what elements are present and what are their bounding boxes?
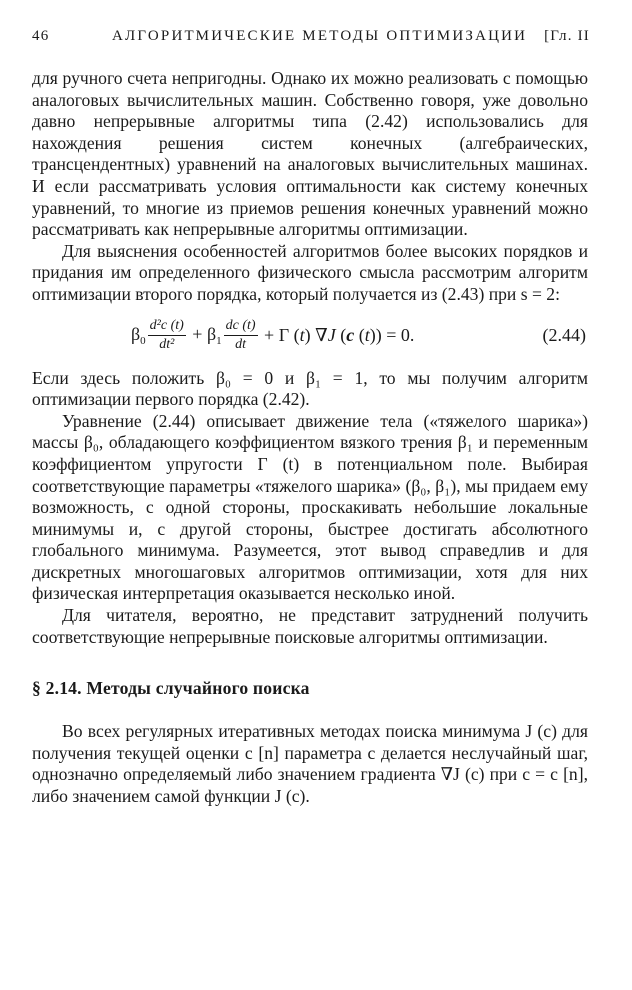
section-heading: § 2.14. Методы случайного поиска — [32, 678, 310, 699]
paragraph-continuation: для ручного счета непригодны. Однако их можно реализовать с помощью аналоговых вычислительных машин. Собственно говоря, уже довольно давно непрерывные алгоритмы типа (2.42) использовались для нахождения решения систем конечных (алгебраических, трансцендентных) уравнений на аналоговых вычислительных машинах. И если рассматривать условия оптимальности как систему конечных уравнений, то многие из приемов решения конечных уравнений можно рассматривать как непрерывные алгоритмы оптимизации. — [32, 68, 588, 240]
chapter-label: [Гл. II — [544, 28, 590, 44]
paragraph-higher-order-intro: Для выяснения особенностей алгоритмов более высоких порядков и придания им определенного физического смысла рассмотрим алгоритм оптимизации второго порядка, который получается из (2.43) при s = 2: — [32, 240, 588, 304]
paragraph-reader-note: Для читателя, вероятно, не представит затруднений получить соответствующие непрерывные поисковые алгоритмы оптимизации. — [32, 605, 588, 647]
running-title: АЛГОРИТМИЧЕСКИЕ МЕТОДЫ ОПТИМИЗАЦИИ — [112, 28, 528, 44]
equation-number: (2.44) — [542, 324, 586, 345]
page-number: 46 — [32, 28, 50, 44]
equation-body: $\beta_0$ $\frac{\text{d²c (t)}}{\text{dt²}}$ + $\beta_1$ $\frac{dc (t)}{dt}$ + Γ (t) ∇J (c (t)) = 0. — [131, 317, 415, 352]
equation-2-44 — [32, 312, 588, 368]
paragraph-random-search-intro: Во всех регулярных итеративных методах поиска минимума J (c) для получения текущей оценки c [n] параметра c делается неслучайный шаг, однозначно определяемый либо значением градиента ∇J (c) при c = c [n], либо значением самой функции J (c). — [32, 721, 588, 807]
fraction-first-derivative: $\frac{dc (t)}{dt}$ — [225, 317, 256, 352]
paragraph-first-order-case: Если здесь положить β₀ = 0 и β₁ = 1, то мы получим алгоритм оптимизации первого порядка (2.42). — [32, 367, 588, 410]
fraction-second-derivative: $\frac{\text{d²c (t)}}{\text{dt²}}$ — [149, 317, 184, 352]
book-page — [32, 28, 588, 808]
paragraph-heavy-ball: Уравнение (2.44) описывает движение тела («тяжелого шарика») массы β₀, обладающего коэффициентом вязкого трения β₁ и переменным коэффициентом упругости Γ (t) в потенциальном поле. Выбирая соответствующие параметры «тяжелого шарика» (β₀, β₁), мы придаем ему возможность, с одной стороны, проскакивать небольшие локальные минимумы и, с другой стороны, быстрее достигать абсолютного глобального минимума. Разумеется, этот вывод справедлив и для дискретных многошаговых алгоритмов оптимизации, хотя для них физическая интерпретация оказывается несколько иной. — [32, 410, 588, 604]
running-head — [32, 28, 588, 54]
